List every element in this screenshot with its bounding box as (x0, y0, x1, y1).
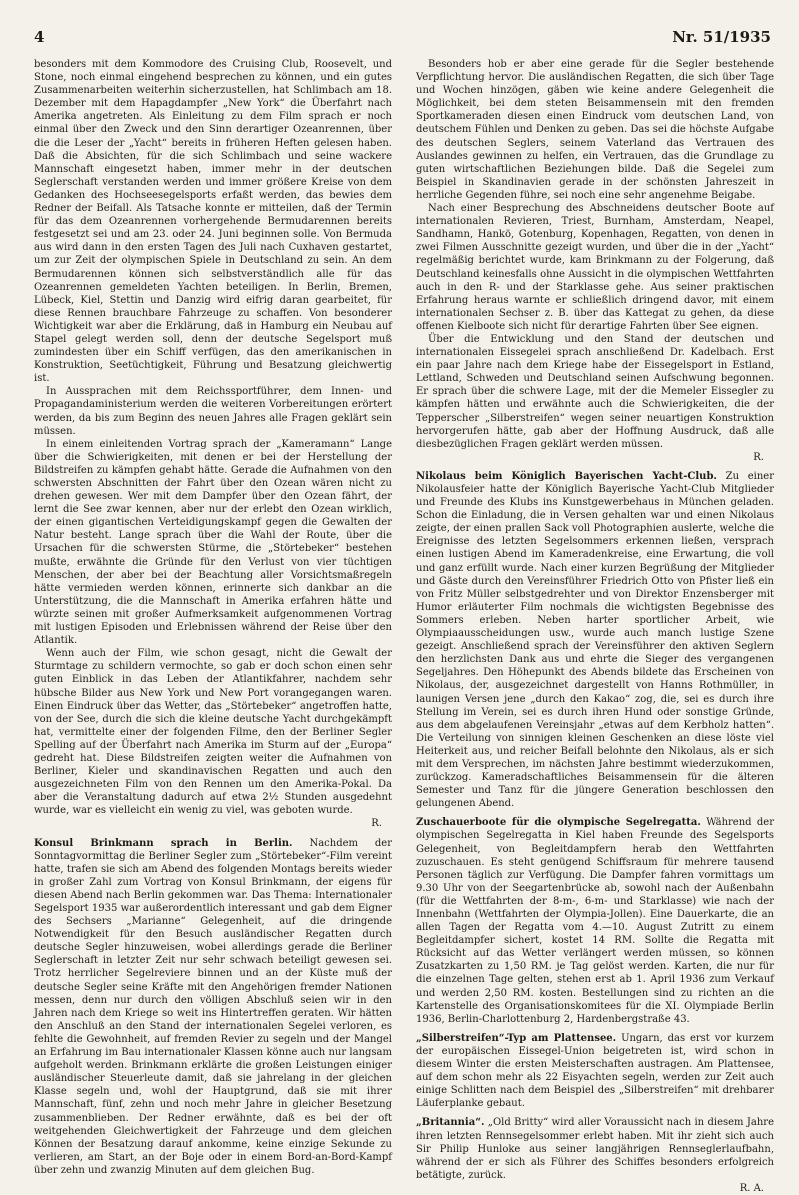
article-heading: Nikolaus beim Königlich Bayerischen Yacht-Club. (416, 470, 717, 482)
article-text: Ungarn, das erst vor kurzem der europäischen Eissegel-Union beigetreten ist, wird schon in diesem Winter die ersten Meisterschaften austragen. Am Plattensee, auf dem schon mehr als 22 Eisyachten segeln, werden zur Zeit auch einige Schlitten nach dem Beispiel des „Silberstreifen“ mit drehbarer Läuferplanke gebaut. (416, 1032, 774, 1110)
article-paragraph (416, 1116, 774, 1181)
issue-number: Nr. 51/1935 (672, 28, 771, 46)
right-column (416, 58, 774, 1194)
article-heading: „Silberstreifen“-Typ am Plattensee. (416, 1032, 617, 1044)
signature: R. (371, 818, 382, 830)
paragraph: Besonders hob er aber eine gerade für die Segler bestehende Verpflichtung hervor. Die ausländischen Regatten, die sich über Tage und Wochen hinzögen, gäben wie keine andere Gelegenheit die Möglichkeit, bei dem steten Beisammensein mit den fremden Sportkameraden diesen einen Eindruck vom deutschen Land, von deutschem Fühlen und Denken zu geben. Das sei die höchste Aufgabe des deutschen Seglers, seinem Vaterland das Vertrauen des Auslandes gewinnen zu helfen, ein Vertrauen, das die Grundlage zu guten wirtschaftlichen Beziehungen bilde. Daß die Segelei zum Beispiel in Skandinavien gerade in der schönsten Jahreszeit in herrliche Gegenden führe, sei noch eine sehr angenehme Beigabe. (416, 59, 774, 201)
page-header (34, 28, 771, 52)
article-paragraph (416, 816, 774, 1026)
article-paragraph (34, 837, 392, 1177)
paragraph: In Aussprachen mit dem Reichssportführer, dem Innen- und Propagandaministerium werden die weiteren Vorbereitungen erörtert werden, da bis zum Beginn des neuen Jahres alle Fragen geklärt sein müssen. (34, 386, 392, 437)
article-text: Während der olympischen Segelregatta in Kiel haben Freunde des Segelsports Gelegenheit, von Begleitdampfern herab den Wettfahrten zuzuschauen. Es steht genügend Schiffsraum für mehrere tausend Personen täglich zur Verfügung. Die Dampfer fahren vormittags um 9.30 Uhr von der Seegartenbrücke ab, sowohl nach der Außenbahn (für die Wettfahrten der 8-m-, 6-m- und Starklasse) wie nach der Innenbahn (Wettfahrten der Olympia-Jollen). Eine Dauerkarte, die an allen Tagen der Regatta vom 4.—10. August Zutritt zu einem Begleitdampfer sichert, kostet 14 RM. Sollte die Regatta mit Rücksicht auf das Wetter verlängert werden müssen, so können Zusatzkarten zu 1,50 RM. je Tag gelöst werden. Karten, die nur für die einzelnen Tage gelten, stehen erst ab 1. April 1936 zum Verkauf und werden 2,50 RM. kosten. Bestellungen sind zu richten an die Kartenstelle des Organisationskomitees für die XI. Olympiade Berlin 1936, Berlin-Charlottenburg 2, Hardenbergstraße 43. (416, 817, 774, 1025)
article-heading: Zuschauerboote für die olympische Segelregatta. (416, 817, 701, 829)
article-text: Zu einer Nikolausfeier hatte der Königlich Bayerische Yacht-Club Mitglieder und Freunde des Klubs ins Kunstgewerbehaus in München geladen. Schon die Einladung, die in Versen gehalten war und einen Nikolaus zeigte, der einen prallen Sack voll Photographien auslerte, welche die Ereignisse des letzten Segelsommers erkennen ließen, versprach einen lustigen Abend im Kameradenkreise, eine Erwartung, die voll und ganz erfüllt wurde. Nach einer kurzen Begrüßung der Mitglieder und Gäste durch den Vereinsführer Friedrich Otto von Pfister ließ ein von Fritz Müller selbstgedrehter und von Direktor Enzensberger mit Humor erläuterter Film nochmals die wichtigsten Begebnisse des Sommers erleben. Neben harter sportlicher Arbeit, wie Olympiaausscheidungen usw., wurde auch manch lustige Szene gezeigt. Anschließend sprach der Vereinsführer den aktiven Seglern den herzlichsten Dank aus und ehrte die Sieger des vergangenen Segeljahres. Den Höhepunkt des Abends bildete das Erscheinen von Nikolaus, der, ausgezeichnet dargestellt von Hanns Rothmüller, in launigen Versen jene „durch den Kakao“ zog, die, sei es durch ihre Stellung im Verein, sei es durch ihren Hund oder sonstige Gründe, aus dem abgelaufenen Vereinsjahr „etwas auf dem Kerbholz hatten“. Die Verteilung von sinnigen kleinen Geschenken an diese löste viel Heiterkeit aus, und reicher Beifall belohnte den Nikolaus, als er sich mit dem Versprechen, im nächsten Jahre bestimmt wiederzukommen, zurückzog. Kameradschaftliches Beisammensein für die älteren Semester und Tanz für die jüngere Generation beschlossen den gelungenen Abend. (416, 470, 774, 810)
paragraph: In einem einleitenden Vortrag sprach der „Kameramann“ Lange über die Schwierigkeiten, mit denen er bei der Herstellung der Bildstreifen zu kämpfen gehabt hätte. Gerade die Aufnahmen von den schwersten Abschnitten der Fahrt über den Ozean wären nicht zu drehen gewesen. Wer mit dem Dampfer über den Ozean fährt, der lernt die See zwar kennen, aber nur der erlebt den Ozean wirklich, der einen gigantischen Verteidigungskampf gegen die Gewalten der Natur besteht. Lange sprach über die Wahl der Route, über die Ursachen für die schwersten Stürme, die „Störtebeker“ bestehen mußte, erwähnte die Gründe für den Verlust von vier tüchtigen Menschen, der aber bei der Beachtung aller Vorsichtsmaßregeln hätte vermieden werden können, erinnerte sich dankbar an die Unterstützung, die die Mannschaft in Amerika erfahren hätte und würzte seinen mit großer Aufmerksamkeit aufgenommenen Vortrag mit lustigen Episoden und Erlebnissen während der Reise über den Atlantik. (34, 438, 392, 647)
article-heading: Konsul Brinkmann sprach in Berlin. (34, 837, 293, 849)
paragraph: besonders mit dem Kommodore des Cruising Club, Roosevelt, und Stone, noch einmal eingehend besprechen zu können, und ein gutes Zusammenarbeiten weiterhin sicherzustellen, hat Schlimbach am 18. Dezember mit dem Hapagdampfer „New York“ die Überfahrt nach Amerika angetreten. Als Einleitung zu dem Film sprach er noch einmal über den Zweck und den Sinn derartiger Ozeanrennen, über die die Leser der „Yacht“ bereits in früheren Heften gelesen haben. Daß die Absichten, für die sich Schlimbach und seine wackere Mannschaft eingesetzt haben, immer mehr in der deutschen Seglerschaft verstanden werden und immer größere Kreise von dem Gedanken des Hochseesegelsports erfaßt werden, das bewies dem Redner der Beifall. Als Tatsache konnte er mitteilen, daß der Termin für das dem Ozeanrennen vorhergehende Bermudarennen bereits festgesetzt sei und am 23. oder 24. Juni beginnen solle. Von Bermuda aus wird dann in den ersten Tagen des Juli nach Cuxhaven gestartet, um zur Zeit der olympischen Spiele in Deutschland zu sein. An dem Bermudarennen können sich selbstverständlich alle für das Ozeanrennen gemeldeten Yachten beteiligen. In Berlin, Bremen, Lübeck, Kiel, Stettin und Danzig wird eifrig daran gearbeitet, für diese Rennen brauchbare Fahrzeuge zu schaffen. Von besonderer Wichtigkeit war aber die Erklärung, daß in Hamburg ein Neubau auf Stapel gelegt werden soll, denn der deutsche Segelsport muß zumindesten über ein Schiff verfügen, das den amerikanischen in Konstruktion, Seetüchtigkeit, Führung und Besatzung gleichwertig ist. (34, 59, 392, 385)
signature: R. (753, 451, 764, 463)
article-paragraph (416, 470, 774, 810)
paragraph: Über die Entwicklung und den Stand der deutschen und internationalen Eissegelei sprach anschließend Dr. Kadelbach. Erst ein paar Jahre nach dem Kriege habe der Eissegelsport in Estland, Lettland, Schweden und Deutschland seinen Aufschwung begonnen. Er sprach über die schwere Lage, mit der die Memeler Eissegler zu kämpfen hätten und erwähnte auch die Schwierigkeiten, die der Tepperscher „Silberstreifen“ wegen seiner neuartigen Konstruktion hervorgerufen hätte, gab aber der Hoffnung Ausdruck, daß alle diesbezüglichen Fragen geklärt werden müssen. (416, 333, 774, 450)
article-paragraph (416, 1032, 774, 1111)
page-number: 4 (34, 28, 45, 46)
paragraph: Nach einer Besprechung des Abschneidens deutscher Boote auf internationalen Revieren, Triest, Burnham, Amsterdam, Neapel, Sandhamn, Hankö, Gotenburg, Kopenhagen, Regatten, von denen in zwei Filmen Ausschnitte gezeigt wurden, und über die in der „Yacht“ regelmäßig berichtet wurde, kam Brinkmann zu der Folgerung, daß Deutschland keinesfalls ohne Aussicht in die olympischen Wettfahrten auch in den R- und der Starklasse gehe. Aus seiner praktischen Erfahrung heraus warnte er schließlich dringend davor, mit einem internationalen Sechser z. B. über das Kattegat zu gehen, da diese offenen Kielboote sich nicht für derartige Fahrten über See eignen. (416, 203, 774, 332)
left-column (34, 58, 392, 1176)
article-text: Nachdem der Sonntagvormittag die Berliner Segler zum „Störtebeker“-Film vereint hatte, trafen sie sich am Abend des folgenden Montags bereits wieder in großer Zahl zum Vortrag von Konsul Brinkmann, der eigens für diesen Abend nach Berlin gekommen war. Das Thema: Internationaler Segelsport 1935 war außerordentlich interessant und gab dem Eigner des Sechsers „Marianne“ Gelegenheit, auf die dringende Notwendigkeit für den Besuch ausländischer Regatten durch deutsche Segler hinzuweisen, wobei allerdings gerade die Berliner Seglerschaft in letzter Zeit nur sehr schwach beteiligt gewesen sei. Trotz herrlicher Segelreviere binnen und an der Küste muß der deutsche Segler seine Kräfte mit den Angehörigen fremder Nationen messen, denn nur durch den völligen Abschluß seien wir in den Jahren nach dem Kriege so weit ins Hintertreffen geraten. Wir hätten den Anschluß an den Stand der internationalen Segelei verloren, es fehlte die Gewohnheit, auf fremden Revier zu segeln und der Mangel an Erfahrung im Bau internationaler Klassen könne auch nur langsam aufgeholt werden. Brinkmann erklärte die großen Leistungen einiger ausländischer Steuerleute damit, daß sie jahrelang in der gleichen Klasse segeln und, wohl der Hauptgrund, daß sie mit ihrer Mannschaft, fünf, zehn und noch mehr Jahre in gleicher Besetzung zusammenblieben. Der Redner erwähnte, daß es bei der oft weitgehenden Gleichwertigkeit der Fahrzeuge und dem gleichen Können der Besatzung darauf ankomme, keine einzige Sekunde zu verlieren, am Start, an der Boje oder in einem Bord-an-Bord-Kampf über zehn und zwanzig Minuten auf dem gleichen Bug. (34, 837, 392, 1176)
article-heading: „Britannia“. (416, 1117, 485, 1129)
signature: R. A. (739, 1182, 764, 1194)
article-text: „Old Britty“ wird aller Voraussicht nach in diesem Jahre ihren letzten Rennsegelsommer erlebt haben. Mit ihr zieht sich auch Sir Philip Hunloke aus seiner langjährigen Rennseglerlaufbahn, während der er sich als Führer des Schiffes besonders erfolgreich betätigte, zurück. (416, 1117, 774, 1181)
paragraph: Wenn auch der Film, wie schon gesagt, nicht die Gewalt der Sturmtage zu schildern vermochte, so gab er doch schon einen sehr guten Einblick in das Leben der Atlantikfahrer, nachdem sehr hübsche Bilder aus New York und New Port vorangegangen waren. Einen Eindruck über das Wetter, das „Störtebeker“ angetroffen hatte, von der See, durch die sich die kleine deutsche Yacht durchgekämpft hat, vermittelte einer der folgenden Filme, den der Berliner Segler Spelling auf der Überfahrt nach Amerika im Sturm auf der „Europa“ gedreht hat. Diese Bildstreifen zeigten weiter die Aufnahmen von Berliner, Kieler und skandinavischen Regatten und auch den ausgezeichneten Film von den Rennen um den Amerika-Pokal. Da aber die Veranstaltung dadurch auf etwa 2½ Stunden ausgedehnt wurde, war es vielleicht ein wenig zu viel, was geboten wurde. (34, 648, 392, 817)
